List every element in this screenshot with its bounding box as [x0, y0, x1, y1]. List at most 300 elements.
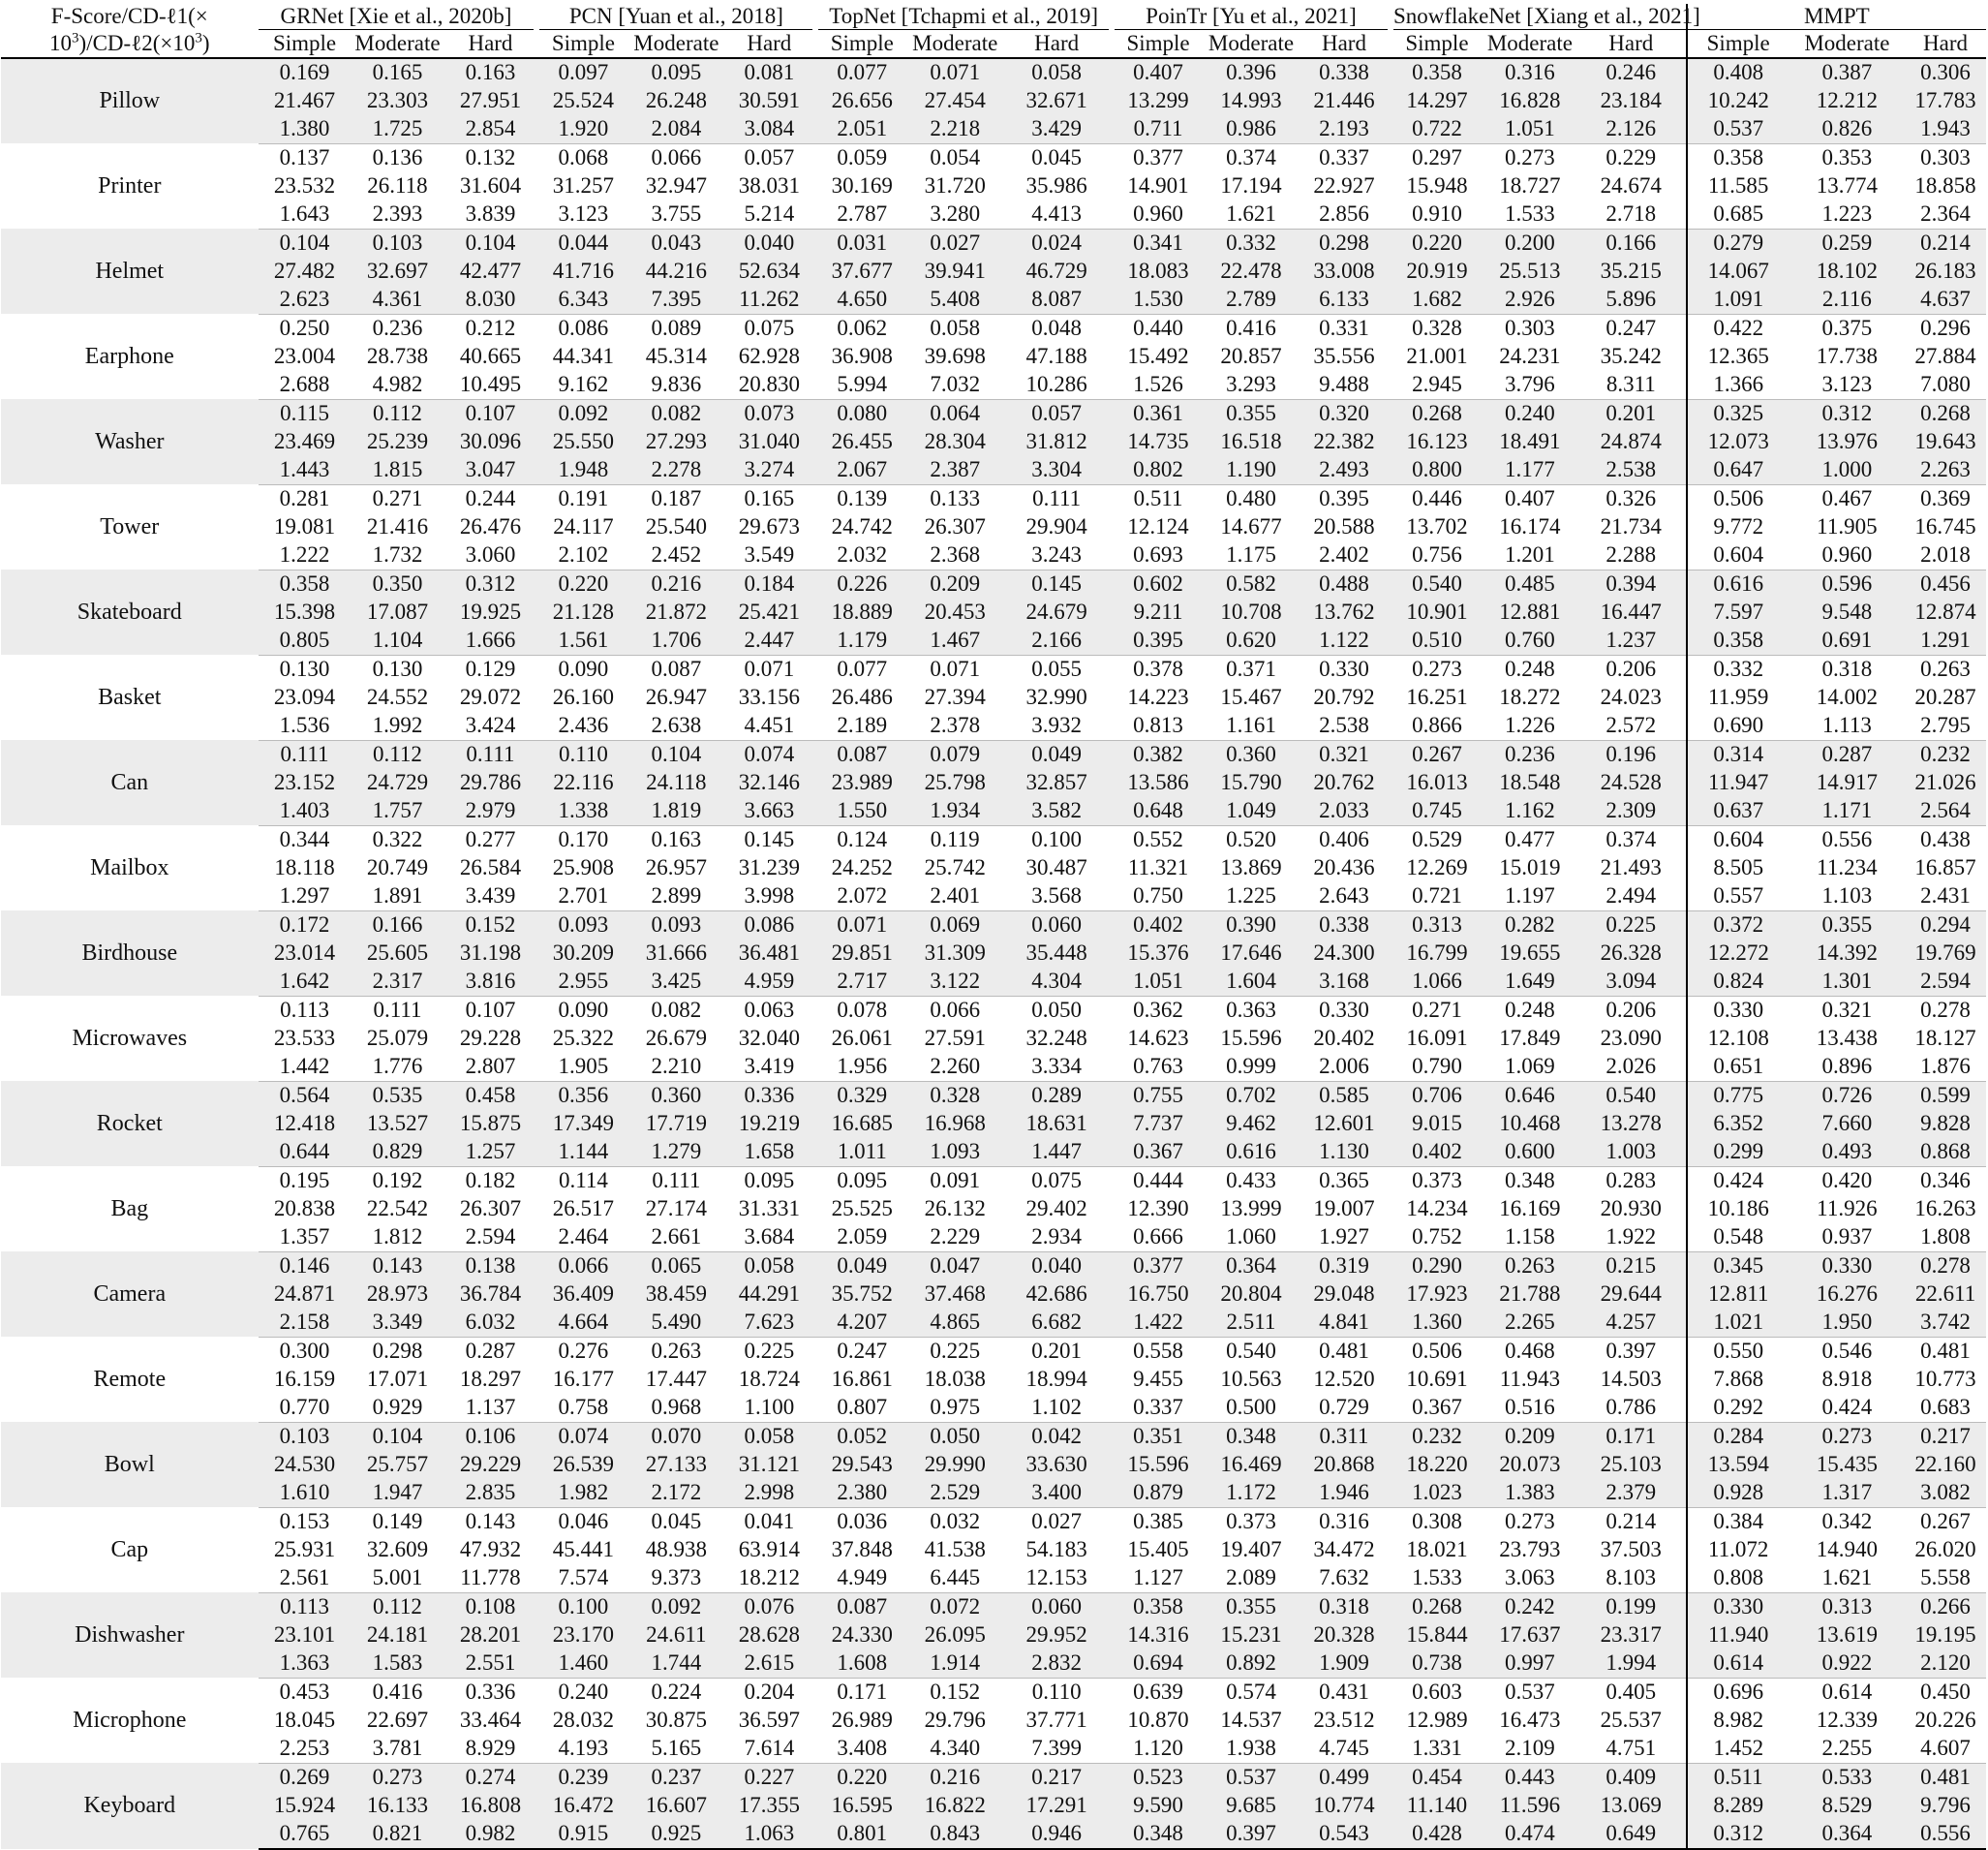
metric-cell: 0.802 — [1112, 456, 1205, 485]
metric-cell: 33.156 — [738, 685, 800, 709]
metric-cell: 1.452 — [1687, 1735, 1789, 1764]
metric-cell: 47.932 — [459, 1537, 522, 1561]
metric-cell: 0.077 — [837, 657, 888, 681]
metric-cell: 14.735 — [1112, 428, 1205, 456]
metric-cell: 3.816 — [443, 968, 536, 997]
table-row — [1, 940, 1986, 968]
metric-cell: 1.876 — [1905, 1053, 1986, 1082]
results-table — [1, 4, 1986, 1850]
metric-cell: 1.049 — [1205, 797, 1298, 826]
metric-cell: 13.869 — [1220, 855, 1282, 879]
metric-cell: 0.298 — [1298, 229, 1391, 258]
metric-cell: 0.298 — [372, 1339, 423, 1363]
metric-cell: 31.121 — [722, 1451, 815, 1479]
metric-cell: 8.289 — [1687, 1792, 1789, 1820]
difficulty-header: Hard — [443, 30, 536, 58]
metric-cell: 2.594 — [443, 1223, 536, 1252]
metric-cell: 0.073 — [722, 399, 815, 428]
metric-cell: 0.468 — [1505, 1339, 1555, 1363]
metric-cell: 2.166 — [1001, 627, 1112, 656]
metric-cell: 0.107 — [465, 998, 516, 1022]
metric-cell: 0.152 — [930, 1680, 981, 1704]
metric-cell: 0.382 — [1112, 740, 1205, 769]
metric-cell: 18.038 — [924, 1367, 986, 1391]
metric-cell: 14.677 — [1220, 514, 1282, 539]
metric-cell: 2.378 — [908, 712, 1001, 741]
metric-cell: 1.757 — [352, 797, 444, 826]
metric-cell: 21.001 — [1406, 344, 1468, 368]
metric-cell: 0.371 — [1226, 657, 1276, 681]
metric-cell: 52.634 — [722, 258, 815, 286]
table-row — [1, 1592, 1986, 1621]
metric-cell: 2.379 — [1576, 1479, 1687, 1508]
metric-cell: 24.023 — [1600, 685, 1662, 709]
metric-cell: 0.237 — [629, 1763, 722, 1792]
metric-cell: 0.481 — [1905, 1763, 1986, 1792]
metric-cell: 4.949 — [815, 1564, 908, 1593]
metric-cell: 25.742 — [924, 855, 986, 879]
metric-cell: 44.291 — [722, 1280, 815, 1309]
metric-cell: 0.358 — [1687, 627, 1789, 656]
metric-cell: 0.328 — [908, 1081, 1001, 1110]
metric-cell: 0.752 — [1391, 1223, 1483, 1252]
metric-cell: 0.069 — [908, 910, 1001, 940]
metric-cell: 1.608 — [815, 1650, 908, 1679]
metric-cell: 1.992 — [352, 712, 444, 741]
metric-cell: 20.453 — [908, 599, 1001, 627]
table-row — [1, 1422, 1986, 1451]
metric-cell: 0.201 — [1576, 399, 1687, 428]
metric-cell: 2.835 — [443, 1479, 536, 1508]
metric-cell: 38.031 — [738, 173, 800, 198]
metric-cell: 0.755 — [1112, 1081, 1205, 1110]
metric-cell: 24.871 — [259, 1280, 352, 1309]
metric-cell: 36.597 — [738, 1708, 800, 1732]
metric-cell: 20.749 — [366, 855, 429, 879]
metric-cell: 17.646 — [1205, 940, 1298, 968]
metric-cell: 15.844 — [1391, 1621, 1483, 1650]
metric-cell: 0.355 — [1789, 910, 1905, 940]
metric-cell: 0.596 — [1789, 570, 1905, 599]
metric-cell: 0.104 — [443, 229, 536, 258]
metric-cell: 1.982 — [536, 1479, 629, 1508]
metric-cell: 32.697 — [352, 258, 444, 286]
metric-cell: 26.248 — [629, 87, 722, 115]
metric-cell: 0.458 — [443, 1081, 536, 1110]
metric-cell: 5.214 — [722, 200, 815, 230]
metric-cell: 0.358 — [1687, 143, 1789, 172]
metric-cell: 1.023 — [1391, 1479, 1483, 1508]
metric-cell: 11.778 — [443, 1564, 536, 1593]
table-row — [1, 1451, 1986, 1479]
metric-cell: 11.585 — [1687, 172, 1789, 200]
metric-cell: 22.611 — [1905, 1280, 1986, 1309]
metric-cell: 1.467 — [908, 627, 1001, 656]
metric-cell: 17.194 — [1220, 173, 1282, 198]
table-row — [1, 740, 1986, 769]
metric-cell: 1.621 — [1789, 1564, 1905, 1593]
metric-cell: 10.691 — [1406, 1367, 1468, 1391]
table-row — [1, 1337, 1986, 1366]
metric-cell: 3.932 — [1001, 712, 1112, 741]
metric-cell: 0.485 — [1483, 570, 1576, 599]
metric-cell: 15.467 — [1220, 685, 1282, 709]
metric-cell: 19.769 — [1905, 940, 1986, 968]
metric-cell: 0.433 — [1226, 1168, 1276, 1192]
metric-cell: 0.077 — [815, 58, 908, 87]
metric-cell: 4.193 — [536, 1735, 629, 1764]
metric-cell: 1.460 — [536, 1650, 629, 1679]
metric-cell: 12.153 — [1001, 1564, 1112, 1593]
metric-cell: 27.482 — [259, 258, 352, 286]
metric-cell: 63.914 — [738, 1537, 800, 1561]
metric-cell: 1.338 — [536, 797, 629, 826]
metric-cell: 0.420 — [1821, 1168, 1873, 1192]
metric-cell: 17.447 — [645, 1367, 707, 1391]
metric-cell: 0.614 — [1687, 1650, 1789, 1679]
metric-cell: 0.248 — [1505, 657, 1555, 681]
metric-cell: 5.994 — [815, 371, 908, 400]
method-header: GRNet [Xie et al., 2020b] — [259, 4, 537, 30]
metric-cell: 13.702 — [1406, 514, 1468, 539]
metric-cell: 2.856 — [1298, 200, 1391, 230]
metric-cell: 15.596 — [1220, 1026, 1282, 1050]
metric-cell: 39.941 — [908, 258, 1001, 286]
table-row — [1, 1366, 1986, 1394]
metric-cell: 0.075 — [744, 316, 795, 340]
metric-cell: 0.330 — [1319, 657, 1369, 681]
metric-cell: 16.174 — [1499, 514, 1561, 539]
metric-cell: 1.994 — [1576, 1650, 1687, 1679]
table-row — [1, 143, 1986, 172]
metric-cell: 0.775 — [1687, 1081, 1789, 1110]
metric-cell: 3.439 — [443, 882, 536, 911]
metric-cell: 8.505 — [1687, 854, 1789, 882]
metric-cell: 30.096 — [443, 428, 536, 456]
metric-cell: 29.402 — [1025, 1196, 1087, 1220]
category-label: Remote — [93, 1367, 167, 1392]
metric-cell: 2.006 — [1298, 1053, 1391, 1082]
table-row — [1, 456, 1986, 485]
metric-cell: 18.994 — [1025, 1367, 1087, 1391]
metric-cell: 0.267 — [1391, 740, 1483, 769]
metric-cell: 0.225 — [744, 1339, 795, 1363]
metric-cell: 0.616 — [1687, 570, 1789, 599]
metric-cell: 32.857 — [1001, 769, 1112, 797]
metric-cell: 0.646 — [1483, 1081, 1576, 1110]
metric-cell: 0.390 — [1205, 910, 1298, 940]
metric-cell: 16.799 — [1391, 940, 1483, 968]
metric-cell: 16.447 — [1576, 599, 1687, 627]
metric-cell: 0.045 — [651, 1509, 702, 1533]
metric-cell: 8.929 — [443, 1735, 536, 1764]
metric-cell: 0.113 — [280, 998, 329, 1022]
metric-cell: 16.276 — [1789, 1280, 1905, 1309]
metric-cell: 13.762 — [1298, 599, 1391, 627]
metric-cell: 0.808 — [1687, 1564, 1789, 1593]
metric-cell: 0.093 — [629, 910, 722, 940]
metric-cell: 22.697 — [366, 1708, 429, 1732]
table-row — [1, 1309, 1986, 1338]
metric-cell: 24.181 — [352, 1621, 444, 1650]
metric-cell: 0.074 — [722, 740, 815, 769]
metric-cell: 16.750 — [1112, 1280, 1205, 1309]
category-label: Rocket — [1, 1081, 259, 1166]
metric-cell: 12.418 — [259, 1110, 352, 1138]
metric-cell: 18.272 — [1499, 685, 1561, 709]
metric-cell: 10.242 — [1687, 87, 1789, 115]
metric-cell: 32.248 — [1025, 1026, 1087, 1050]
metric-cell: 9.590 — [1112, 1792, 1205, 1820]
metric-cell: 24.300 — [1298, 940, 1391, 968]
metric-cell: 3.755 — [629, 200, 722, 230]
metric-cell: 2.380 — [815, 1479, 908, 1508]
metric-cell: 0.130 — [279, 657, 330, 681]
metric-cell: 0.332 — [1687, 655, 1789, 684]
metric-cell: 3.684 — [722, 1223, 815, 1252]
metric-cell: 0.058 — [1001, 58, 1112, 87]
metric-cell: 0.604 — [1687, 825, 1789, 854]
table-row — [1, 910, 1986, 940]
metric-cell: 30.169 — [831, 173, 893, 198]
metric-cell: 0.552 — [1133, 827, 1183, 851]
metric-cell: 0.338 — [1298, 58, 1391, 87]
metric-cell: 0.348 — [1112, 1820, 1205, 1849]
metric-cell: 0.215 — [1576, 1251, 1687, 1280]
metric-cell: 0.537 — [1505, 1680, 1555, 1704]
metric-cell: 30.591 — [722, 87, 815, 115]
metric-cell: 23.532 — [273, 173, 336, 198]
metric-cell: 26.183 — [1905, 258, 1986, 286]
metric-cell: 29.543 — [815, 1451, 908, 1479]
metric-cell: 28.032 — [552, 1708, 615, 1732]
metric-cell: 1.197 — [1483, 882, 1576, 911]
metric-cell: 3.424 — [443, 712, 536, 741]
metric-cell: 24.117 — [553, 514, 614, 539]
table-row — [1, 513, 1986, 541]
category-label: Printer — [98, 173, 162, 199]
metric-cell: 20.588 — [1313, 514, 1375, 539]
metric-cell: 12.881 — [1483, 599, 1576, 627]
metric-cell: 24.611 — [629, 1621, 722, 1650]
metric-cell: 0.040 — [1001, 1251, 1112, 1280]
metric-cell: 0.405 — [1606, 1680, 1657, 1704]
metric-cell: 0.236 — [1483, 740, 1576, 769]
metric-cell: 1.815 — [352, 456, 444, 485]
metric-cell: 1.536 — [259, 712, 352, 741]
metric-cell: 2.561 — [259, 1564, 352, 1593]
metric-cell: 25.537 — [1600, 1708, 1662, 1732]
metric-cell: 4.304 — [1001, 968, 1112, 997]
metric-cell: 9.772 — [1687, 513, 1789, 541]
metric-cell: 1.643 — [259, 200, 352, 230]
metric-cell: 0.268 — [1905, 399, 1986, 428]
metric-cell: 0.278 — [1905, 1251, 1986, 1280]
metric-cell: 28.628 — [722, 1621, 815, 1650]
metric-cell: 2.116 — [1789, 286, 1905, 315]
table-row — [1, 996, 1986, 1025]
metric-cell: 1.905 — [536, 1053, 629, 1082]
metric-cell: 13.774 — [1816, 173, 1878, 198]
metric-cell: 23.303 — [352, 87, 444, 115]
metric-cell: 0.297 — [1412, 145, 1462, 170]
metric-cell: 0.454 — [1391, 1763, 1483, 1792]
metric-cell: 0.362 — [1133, 998, 1183, 1022]
metric-cell: 10.708 — [1205, 599, 1298, 627]
metric-cell: 1.443 — [259, 456, 352, 485]
metric-cell: 0.330 — [1687, 996, 1789, 1025]
metric-cell: 0.360 — [1205, 740, 1298, 769]
metric-cell: 17.849 — [1499, 1026, 1561, 1050]
metric-cell: 0.543 — [1298, 1820, 1391, 1849]
metric-cell: 0.062 — [837, 316, 888, 340]
table-row — [1, 1479, 1986, 1508]
metric-cell: 24.742 — [831, 514, 893, 539]
metric-cell: 2.854 — [443, 115, 536, 144]
difficulty-header: Hard — [1576, 30, 1687, 58]
metric-cell: 0.279 — [1687, 229, 1789, 258]
metric-cell: 12.365 — [1687, 343, 1789, 371]
metric-cell: 0.271 — [1412, 998, 1462, 1022]
metric-cell: 0.136 — [372, 145, 423, 170]
metric-cell: 9.796 — [1905, 1792, 1986, 1820]
metric-cell: 0.750 — [1112, 882, 1205, 911]
table-row — [1, 1025, 1986, 1053]
metric-cell: 0.337 — [1112, 1394, 1205, 1423]
metric-cell: 0.220 — [1391, 229, 1483, 258]
metric-cell: 0.348 — [1205, 1422, 1298, 1451]
metric-cell: 2.789 — [1205, 286, 1298, 315]
metric-cell: 1.297 — [259, 882, 352, 911]
metric-cell: 0.111 — [443, 740, 536, 769]
metric-cell: 1.732 — [352, 541, 444, 570]
metric-cell: 13.586 — [1112, 769, 1205, 797]
metric-cell: 20.226 — [1914, 1708, 1976, 1732]
metric-cell: 16.822 — [908, 1792, 1001, 1820]
metric-cell: 46.729 — [1001, 258, 1112, 286]
metric-cell: 0.278 — [1920, 998, 1971, 1022]
metric-cell: 26.095 — [908, 1621, 1001, 1650]
table-row — [1, 1138, 1986, 1167]
metric-cell: 0.153 — [279, 1509, 330, 1533]
metric-cell: 14.623 — [1127, 1026, 1189, 1050]
metric-cell: 19.219 — [722, 1110, 815, 1138]
metric-cell: 0.377 — [1133, 145, 1183, 170]
metric-cell: 0.290 — [1391, 1251, 1483, 1280]
metric-cell: 2.464 — [536, 1223, 629, 1252]
metric-cell: 1.279 — [629, 1138, 722, 1167]
metric-cell: 0.225 — [1576, 910, 1687, 940]
table-row — [1, 87, 1986, 115]
metric-cell: 35.986 — [1025, 173, 1087, 198]
metric-cell: 0.027 — [1031, 1509, 1083, 1533]
metric-cell: 9.015 — [1391, 1110, 1483, 1138]
metric-header-line2 — [1, 30, 259, 58]
metric-cell: 0.214 — [1905, 229, 1986, 258]
metric-cell: 0.314 — [1687, 740, 1789, 769]
metric-cell: 0.132 — [465, 145, 516, 170]
metric-cell: 8.982 — [1687, 1707, 1789, 1735]
metric-cell: 0.321 — [1298, 740, 1391, 769]
metric-cell: 0.087 — [815, 1592, 908, 1621]
metric-cell: 0.124 — [837, 827, 888, 851]
metric-cell: 1.226 — [1483, 712, 1576, 741]
metric-cell: 35.242 — [1600, 344, 1662, 368]
metric-cell: 0.614 — [1821, 1680, 1873, 1704]
metric-cell: 0.060 — [1001, 1592, 1112, 1621]
metric-cell: 0.269 — [259, 1763, 352, 1792]
metric-cell: 4.637 — [1905, 286, 1986, 315]
metric-cell: 1.179 — [815, 627, 908, 656]
metric-cell: 8.087 — [1001, 286, 1112, 315]
metric-cell: 0.268 — [1391, 399, 1483, 428]
metric-cell: 0.925 — [629, 1820, 722, 1849]
metric-cell: 0.332 — [1205, 229, 1298, 258]
metric-cell: 0.206 — [1606, 657, 1657, 681]
metric-cell: 23.512 — [1313, 1708, 1375, 1732]
metric-cell: 26.656 — [815, 87, 908, 115]
metric-cell: 0.107 — [443, 399, 536, 428]
metric-cell: 2.717 — [815, 968, 908, 997]
metric-cell: 0.346 — [1920, 1168, 1971, 1192]
table-header — [1, 4, 1986, 58]
metric-cell: 0.308 — [1412, 1509, 1462, 1533]
metric-cell: 3.663 — [722, 797, 815, 826]
metric-cell: 29.229 — [443, 1451, 536, 1479]
metric-cell: 0.112 — [352, 740, 444, 769]
metric-cell: 18.127 — [1914, 1026, 1976, 1050]
metric-cell: 47.188 — [1025, 344, 1087, 368]
metric-cell: 0.086 — [558, 316, 609, 340]
metric-cell: 0.187 — [651, 486, 702, 510]
metric-cell: 16.968 — [908, 1110, 1001, 1138]
metric-cell: 0.600 — [1483, 1138, 1576, 1167]
metric-cell: 22.542 — [366, 1196, 429, 1220]
metric-cell: 0.510 — [1391, 627, 1483, 656]
metric-cell: 26.061 — [831, 1026, 893, 1050]
metric-cell: 25.525 — [831, 1196, 893, 1220]
metric-cell: 0.163 — [443, 58, 536, 87]
metric-cell: 12.390 — [1127, 1196, 1189, 1220]
metric-cell: 0.049 — [815, 1251, 908, 1280]
metric-cell: 0.350 — [352, 570, 444, 599]
metric-cell: 24.118 — [629, 769, 722, 797]
metric-cell: 21.128 — [536, 599, 629, 627]
difficulty-header: Hard — [1001, 30, 1112, 58]
metric-cell: 0.756 — [1391, 541, 1483, 570]
metric-cell: 41.538 — [924, 1537, 986, 1561]
metric-cell: 0.365 — [1319, 1168, 1369, 1192]
metric-cell: 0.063 — [744, 998, 795, 1022]
metric-cell: 0.206 — [1606, 998, 1657, 1022]
metric-cell: 1.171 — [1789, 797, 1905, 826]
metric-cell: 9.373 — [629, 1564, 722, 1593]
difficulty-header: Simple — [259, 30, 352, 58]
metric-cell: 12.989 — [1406, 1708, 1468, 1732]
metric-cell: 0.082 — [629, 399, 722, 428]
metric-cell: 12.811 — [1687, 1280, 1789, 1309]
metric-cell: 0.166 — [352, 910, 444, 940]
metric-cell: 0.240 — [1483, 399, 1576, 428]
metric-cell: 4.207 — [815, 1309, 908, 1338]
metric-cell: 0.239 — [536, 1763, 629, 1792]
category-label: Microwaves — [72, 1026, 188, 1051]
metric-cell: 0.986 — [1205, 115, 1298, 144]
metric-cell: 0.540 — [1226, 1339, 1276, 1363]
metric-cell: 31.720 — [924, 173, 986, 198]
metric-cell: 26.989 — [831, 1708, 893, 1732]
metric-cell: 0.922 — [1789, 1650, 1905, 1679]
